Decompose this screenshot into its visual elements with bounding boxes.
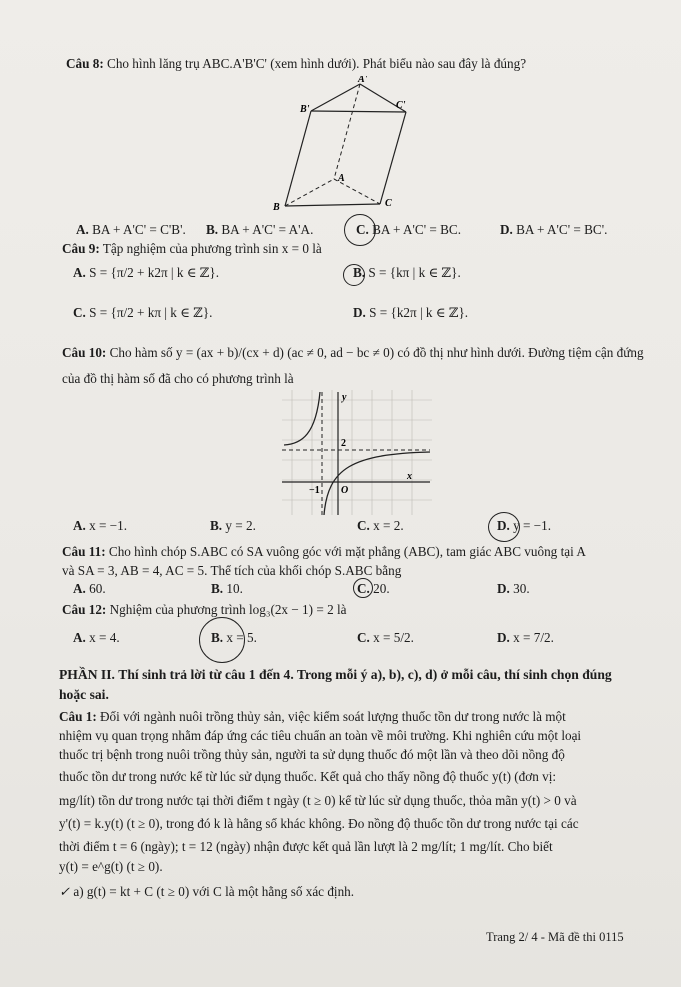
q9-option-d: D. S = {k2π | k ∈ ℤ}. [353,305,469,320]
p2q1-line4: thuốc tồn dư trong nước kể từ lúc sử dụng thuốc. Kết quả cho thấy nồng độ thuốc y(t) (đơn vị: [59,769,557,784]
q9-stem: Câu 9: Tập nghiệm của phương trình sin x = 0 là [62,241,322,256]
part2-heading-line1: PHẦN II. Thí sinh trả lời từ câu 1 đến 4. Trong mỗi ý a), b), c), d) ở mỗi câu, thí sinh chọn đúng [59,667,612,682]
p2q1-line5: mg/lít) tồn dư trong nước tại thời điểm t ngày (t ≥ 0) kể từ lúc sử dụng thuốc, thỏa mãn y(t) > 0 và [59,793,577,808]
label-C1: C' [396,100,406,111]
q12-option-a: A. x = 4. [73,630,120,645]
q8-prism-figure [268,76,408,216]
page-footer: Trang 2/ 4 - Mã đề thi 0115 [486,930,624,944]
p2q1-item-a: ✓ a) g(t) = kt + C (t ≥ 0) với C là một hằng số xác định. [59,884,355,899]
label-A: A [338,173,345,184]
q9-option-b: B. S = {kπ | k ∈ ℤ}. [353,265,461,280]
q10-graph [282,390,432,515]
q12-stem: Câu 12: Nghiệm của phương trình log₃(2x − 1) = 2 là [62,602,347,617]
q12-option-b: B. x = 5. [211,630,257,645]
p2q1-line1: Câu 1: Đối với ngành nuôi trồng thủy sản, việc kiểm soát lượng thuốc tồn dư trong nước là một [59,709,566,724]
label-B1: B' [300,104,310,115]
q10-option-c: C. x = 2. [357,518,404,533]
q11-option-c: C. 20. [357,581,390,596]
label-C: C [385,198,392,209]
q10-option-b: B. y = 2. [210,518,256,533]
graph-origin-label: O [341,485,349,496]
graph-tick-y: 2 [341,438,346,449]
q11-option-b: B. 10. [211,581,243,596]
q11-option-d: D. 30. [497,581,530,596]
label-A1: A' [358,76,368,85]
graph-x-label: x [407,471,412,482]
q8-title: Câu 8: [66,56,104,71]
q10-option-d: D. y = −1. [497,518,552,533]
q11-stem-line2: và SA = 3, AB = 4, AC = 5. Thể tích của khối chóp S.ABC bằng [62,563,402,578]
q9-answer-mark [343,264,365,286]
p2q1-line6: y'(t) = k.y(t) (t ≥ 0), trong đó k là hằng số khác không. Đo nồng độ thuốc tồn dư trong nước tại các [59,816,579,831]
q8-option-d: D. BA + A'C' = BC'. [500,222,608,237]
p2q1-line3: thuốc trị bệnh trong nuôi trồng thủy sản, người ta sử dụng thuốc đó một lần và theo dõi nồng độ [59,747,565,762]
q9-option-c: C. S = {π/2 + kπ | k ∈ ℤ}. [73,305,213,320]
p2q1-line7: thời điểm t = 6 (ngày); t = 12 (ngày) nhận được kết quả lần lượt là 2 mg/lít; 1 mg/lít. Cho biết [59,839,553,854]
q8-text: Cho hình lăng trụ ABC.A'B'C' (xem hình dưới). Phát biểu nào sau đây là đúng? [107,56,527,71]
q10-stem-line1: Câu 10: Cho hàm số y = (ax + b)/(cx + d) (ac ≠ 0, ad − bc ≠ 0) có đồ thị như hình dưới. Đường tiệm cận đứng [62,345,644,360]
q9-option-a: A. S = {π/2 + k2π | k ∈ ℤ}. [73,265,220,280]
q8-option-a: A. BA + A'C' = C'B'. [76,222,186,237]
label-B: B [273,202,280,213]
q11-stem-line1: Câu 11: Cho hình chóp S.ABC có SA vuông góc với mặt phẳng (ABC), tam giác ABC vuông tại A [62,544,586,559]
q8-answer-mark [344,214,376,246]
q12-option-d: D. x = 7/2. [497,630,554,645]
q11-answer-mark [353,578,373,598]
graph-tick-x: −1 [309,485,320,496]
q12-option-c: C. x = 5/2. [357,630,414,645]
q8-stem [66,55,526,73]
graph-y-label: y [342,392,347,403]
q8-option-b: B. BA + A'C' = A'A. [206,222,314,237]
q10-option-a: A. x = −1. [73,518,128,533]
q11-option-a: A. 60. [73,581,106,596]
q10-answer-mark [488,512,520,542]
q10-stem-line2: của đồ thị hàm số đã cho có phương trình là [62,371,294,386]
p2q1-line2: nhiệm vụ quan trọng nhằm đáp ứng các tiêu chuẩn an toàn về môi trường. Khi nghiên cứu một loại [59,728,582,743]
part2-heading-line2: hoặc sai. [59,687,109,702]
q8-option-c: C. BA + A'C' = BC. [356,222,462,237]
p2q1-line8: y(t) = e^g(t) (t ≥ 0). [59,859,163,874]
handwritten-tick-icon: ✓ [59,884,71,899]
q12-answer-mark [199,617,245,663]
